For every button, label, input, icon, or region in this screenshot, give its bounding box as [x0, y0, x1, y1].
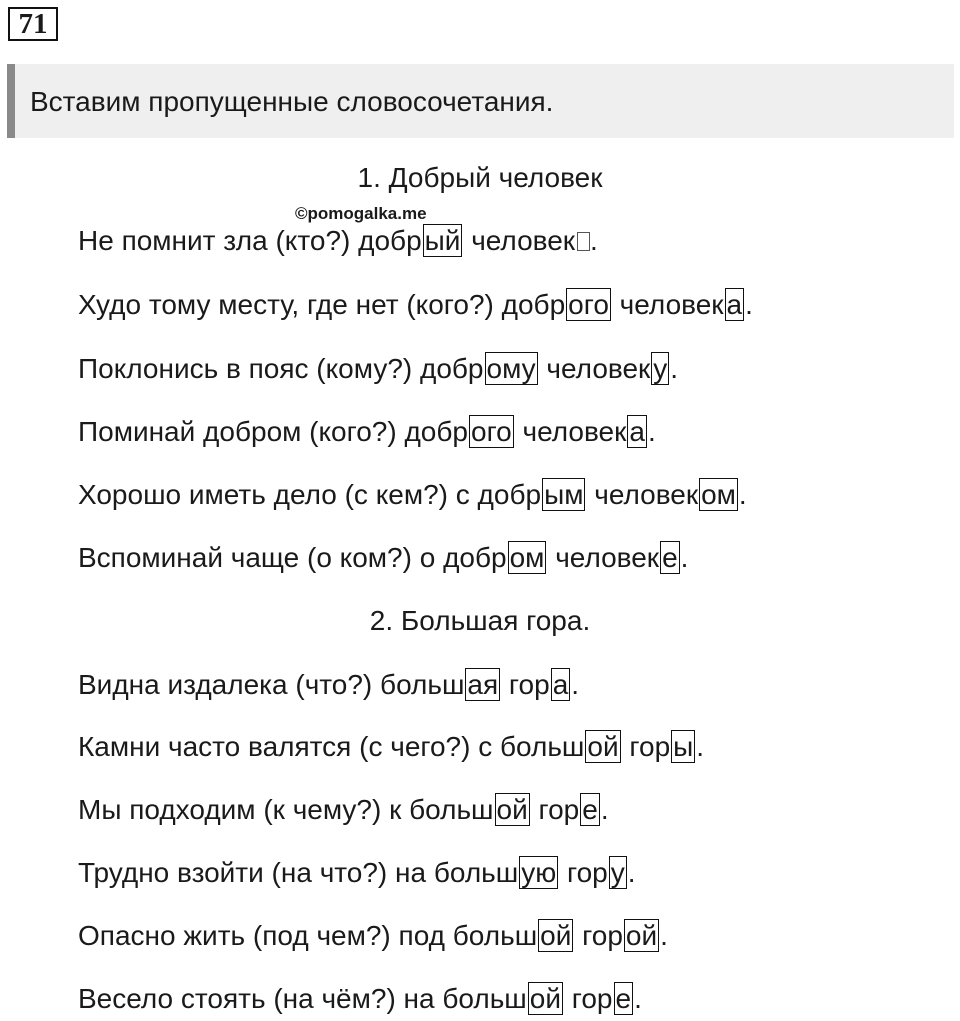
sentence-text: Хорошо иметь дело (с кем?) с добр: [78, 479, 542, 510]
adjective-ending: ому: [486, 353, 536, 384]
adjective-ending: ым: [544, 479, 584, 510]
sentence-text: Вспоминай чаще (о ком?) о добр: [78, 542, 507, 573]
sentence-end: .: [738, 479, 747, 510]
adjective-ending: ую: [521, 857, 557, 888]
noun-ending: ы: [673, 731, 694, 762]
exercise-number: 71: [8, 7, 58, 41]
adjective-ending: ый: [424, 225, 461, 256]
adjective-ending: ого: [471, 416, 512, 447]
sentence-text: Мы подходим (к чему?) к больш: [78, 794, 494, 825]
noun-stem: человек: [514, 416, 627, 447]
sentence-line: [78, 981, 642, 1017]
sentence-text: Поклонись в пояс (кому?) добр: [78, 353, 484, 384]
sentence-line: [78, 351, 678, 387]
noun-stem: гор: [563, 983, 613, 1014]
sentence-line: [78, 223, 598, 259]
sentence-line: [78, 540, 688, 576]
section-heading: 2. Большая гора.: [369, 605, 591, 636]
sentence-end: .: [680, 542, 689, 573]
sentence-text: Трудно взойти (на что?) на больш: [78, 857, 519, 888]
sentence-line: [78, 477, 747, 513]
adjective-ending: ой: [529, 983, 561, 1014]
section-heading: 1. Добрый человек: [357, 162, 603, 193]
noun-ending: а: [552, 669, 569, 700]
sentence-end: .: [745, 289, 753, 320]
sentence-text: Видна издалека (что?) больш: [78, 669, 465, 700]
noun-stem: человек: [611, 289, 724, 320]
noun-ending: е: [615, 983, 632, 1014]
sentence-end: .: [600, 794, 609, 825]
noun-ending: у: [610, 857, 625, 888]
sentence-end: .: [647, 416, 656, 447]
noun-ending: а: [726, 289, 743, 320]
sentence-text: Весело стоять (на чём?) на больш: [78, 983, 527, 1014]
sentence-text: Камни часто валятся (с чего?) с больш: [78, 731, 585, 762]
adjective-ending: ого: [568, 289, 609, 320]
sentence-end: .: [696, 731, 705, 762]
sentence-line: [78, 792, 609, 828]
sentence-line: [78, 729, 704, 765]
sentence-end: .: [590, 225, 598, 256]
adjective-ending: ом: [509, 542, 545, 573]
sentence-text: Поминай добром (кого?) добр: [78, 416, 468, 447]
noun-ending: е: [662, 542, 678, 573]
noun-stem: гор: [530, 794, 580, 825]
noun-stem: человек: [463, 225, 576, 256]
noun-stem: гор: [501, 669, 550, 700]
noun-stem: человек: [538, 353, 651, 384]
sentence-line: [78, 667, 579, 703]
watermark: ©pomogalka.me: [295, 204, 427, 223]
noun-stem: гор: [621, 731, 671, 762]
adjective-ending: ой: [540, 920, 572, 951]
noun-stem: человек: [547, 542, 660, 573]
sentence-line: [78, 287, 753, 323]
noun-ending: ой: [625, 920, 658, 951]
noun-ending: а: [629, 416, 645, 447]
sentence-end: .: [571, 669, 580, 700]
adjective-ending: ой: [496, 794, 528, 825]
sentence-text: Не помнит зла (кто?) добр: [78, 225, 422, 256]
adjective-ending: ая: [467, 669, 499, 700]
sentence-text: Опасно жить (под чем?) под больш: [78, 920, 538, 951]
sentence-end: .: [660, 920, 668, 951]
noun-stem: человек: [586, 479, 699, 510]
noun-stem: гор: [559, 857, 608, 888]
adjective-ending: ой: [587, 731, 619, 762]
instruction-text: Вставим пропущенные словосочетания.: [30, 86, 554, 117]
noun-ending: ом: [701, 479, 736, 510]
noun-ending: у: [653, 353, 668, 384]
sentence-text: Худо тому месту, где нет (кого?) добр: [78, 289, 566, 320]
noun-stem: гор: [574, 920, 623, 951]
sentence-end: .: [670, 353, 679, 384]
sentence-end: .: [634, 983, 642, 1014]
sentence-line: [78, 414, 656, 450]
sentence-line: [78, 855, 636, 891]
sentence-line: [78, 918, 668, 954]
instruction-banner: [7, 64, 954, 138]
empty-ending-box: [577, 232, 590, 251]
noun-ending: е: [582, 794, 598, 825]
sentence-end: .: [627, 857, 636, 888]
